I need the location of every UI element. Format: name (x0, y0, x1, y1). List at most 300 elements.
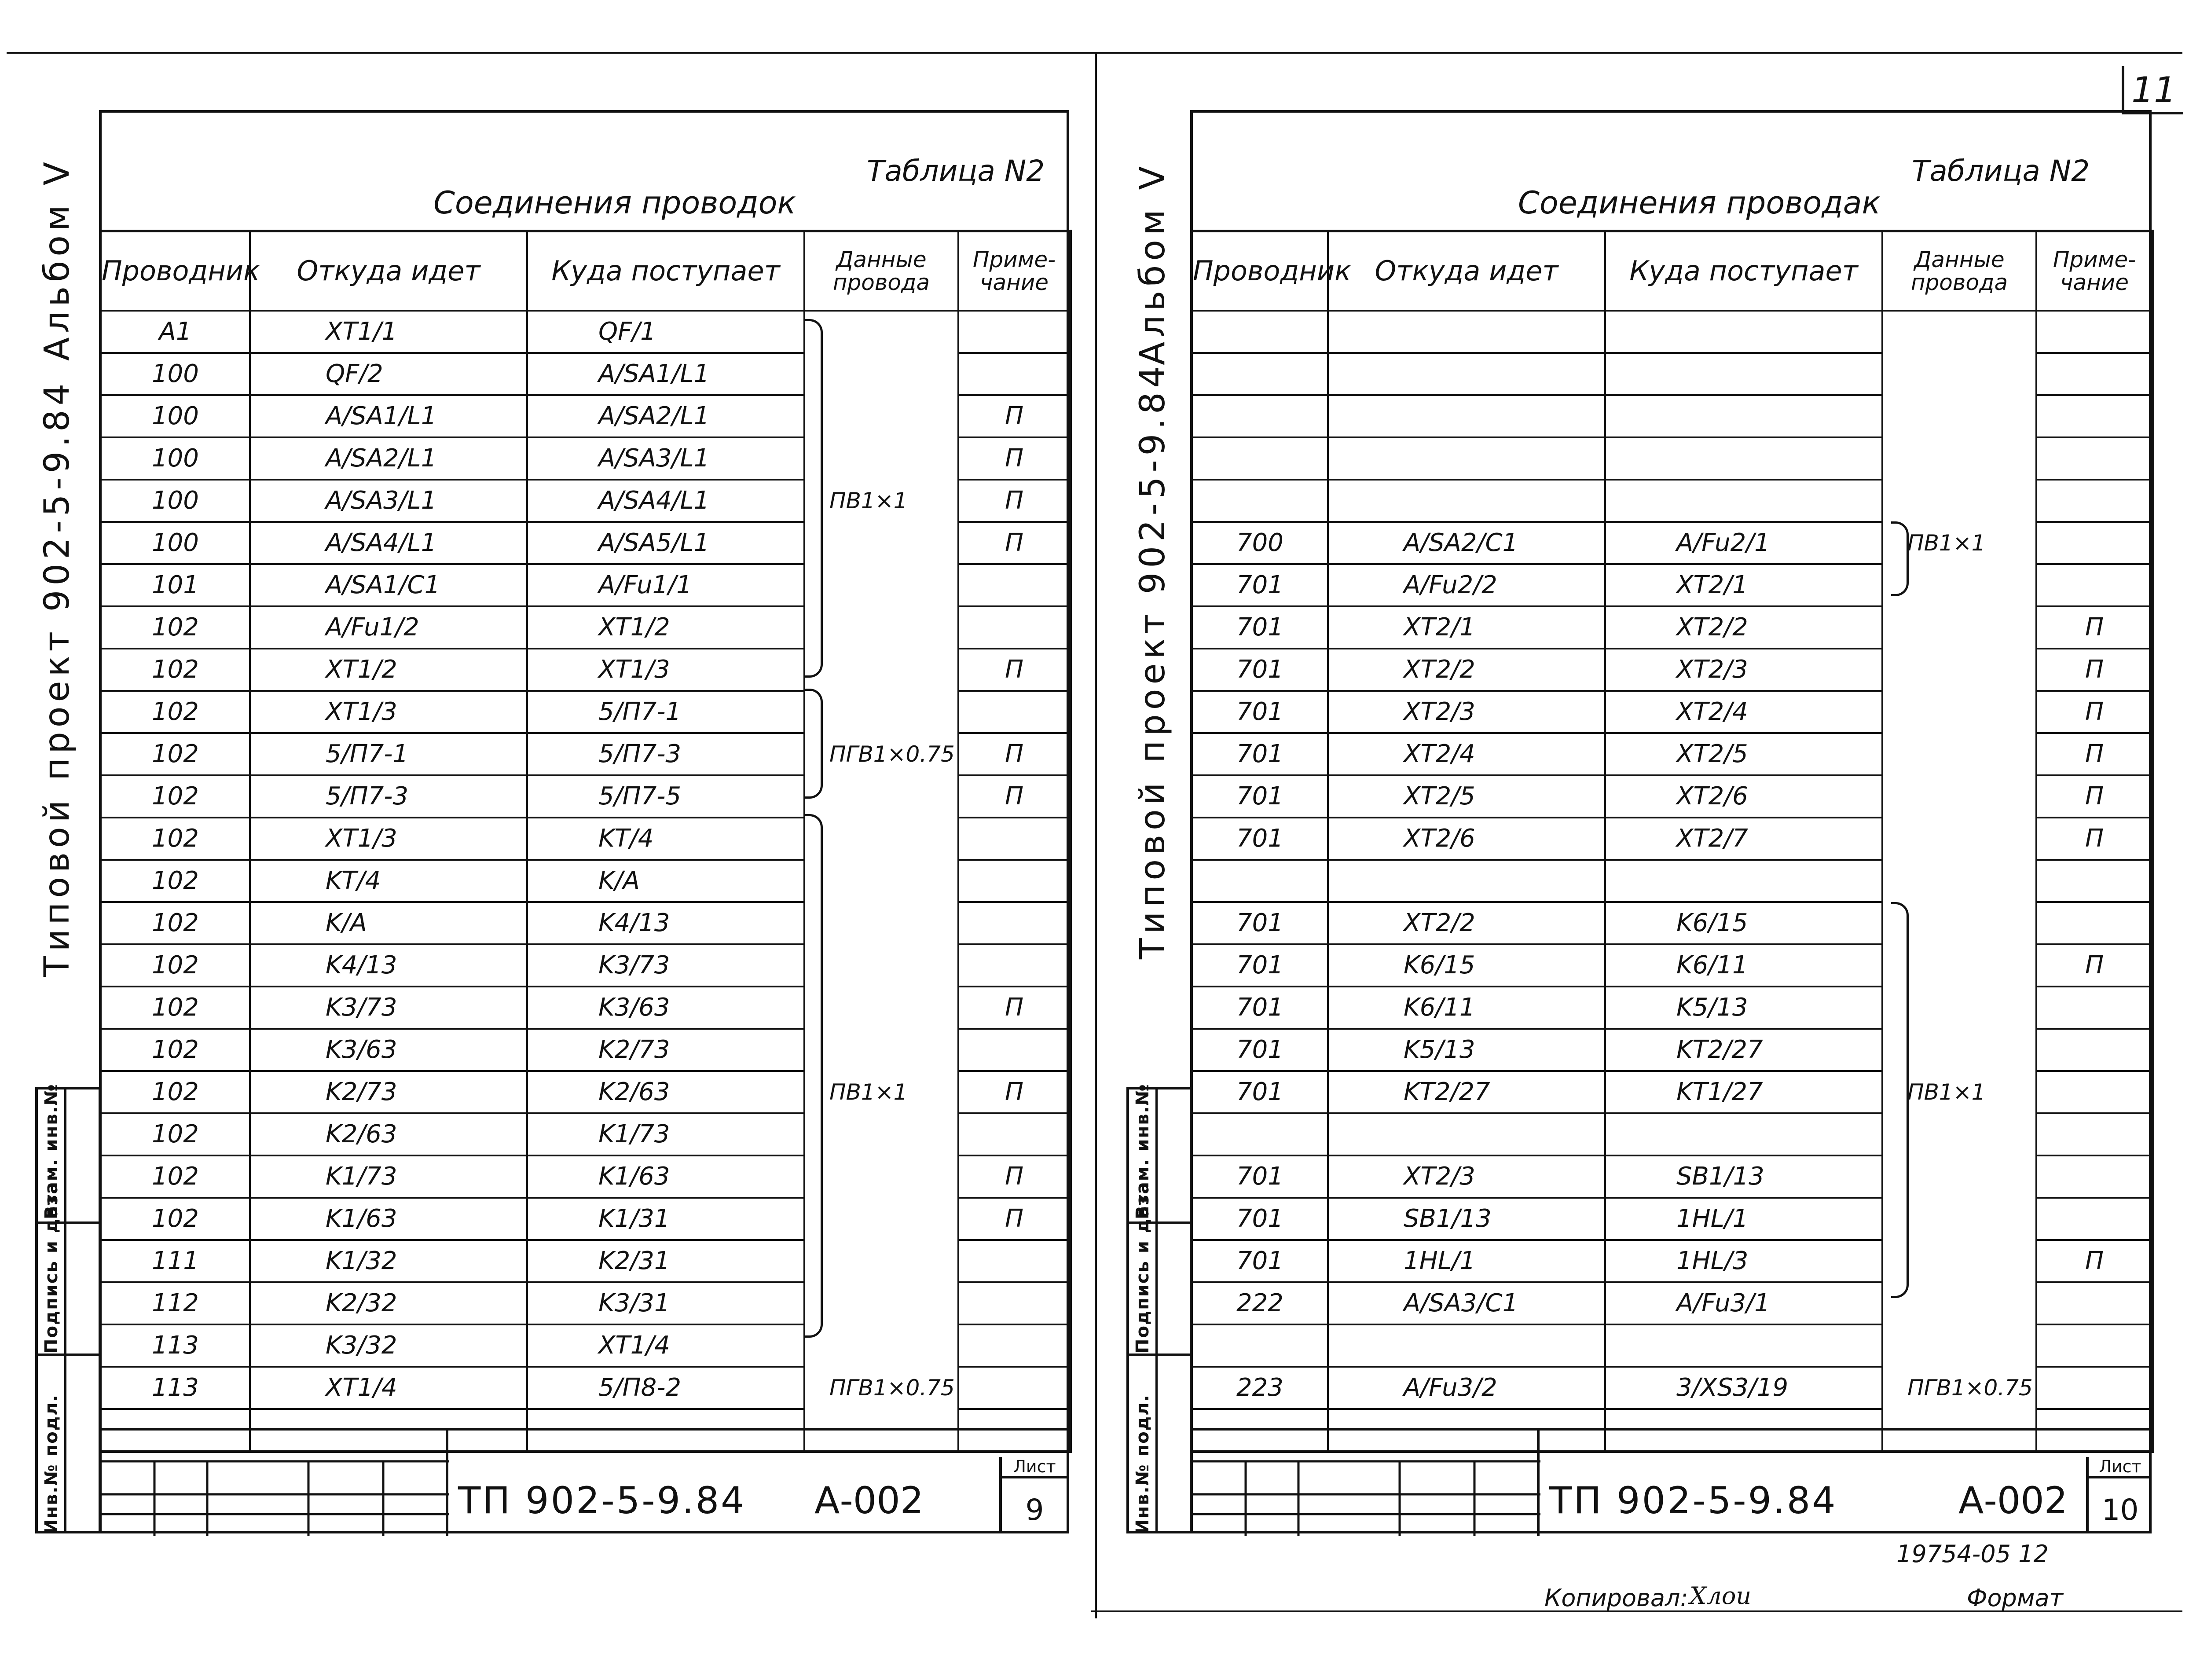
to-cell: K/A (527, 860, 804, 902)
note-cell: П (958, 1155, 1071, 1198)
from-cell: A/SA2/L1 (250, 437, 527, 480)
to-cell: 5/П7-5 (527, 775, 804, 818)
table-row (1192, 1198, 2153, 1240)
from-cell: XT2/1 (1328, 606, 1605, 649)
strip-label-replace-right: Взам. инв.№ (1133, 1083, 1153, 1219)
copied-label: Копировал: (1544, 1584, 1688, 1612)
wire-cell: 223 (1192, 1367, 1328, 1409)
table-row (1192, 1367, 2153, 1409)
right-header-note: Приме-чание (2036, 231, 2153, 311)
data-cell: ПГВ1×0.75 (804, 1367, 958, 1409)
from-cell: XT1/4 (250, 1367, 527, 1409)
to-cell (1605, 353, 1882, 395)
table-row (1192, 606, 2153, 649)
table-row (100, 775, 1071, 818)
from-cell: K5/13 (1328, 1029, 1605, 1071)
right-side-album: Альбом V (1133, 161, 1173, 365)
note-cell (958, 691, 1071, 733)
data-cell (1882, 606, 2036, 649)
from-cell: K1/73 (250, 1155, 527, 1198)
left-signature-strip (35, 1083, 101, 1534)
wire-cell (1192, 395, 1328, 437)
from-cell: XT2/2 (1328, 649, 1605, 691)
table-row (1192, 775, 2153, 818)
note-cell (2036, 564, 2153, 606)
to-cell: KT1/27 (1605, 1071, 1882, 1113)
to-cell: XT2/3 (1605, 649, 1882, 691)
table-row (100, 1198, 1071, 1240)
to-cell: SB1/13 (1605, 1155, 1882, 1198)
note-cell (2036, 1367, 2153, 1409)
right-list-number: 10 (2101, 1493, 2139, 1527)
from-cell: A/SA1/L1 (250, 395, 527, 437)
data-cell (1882, 818, 2036, 860)
note-cell (958, 1029, 1071, 1071)
right-stamp-grid (1193, 1431, 1540, 1536)
wire-cell: 102 (100, 818, 250, 860)
to-cell: 1HL/3 (1605, 1240, 1882, 1282)
from-cell: K1/63 (250, 1198, 527, 1240)
note-cell (2036, 311, 2153, 353)
note-cell (2036, 1113, 2153, 1155)
right-title-block (1190, 1428, 2152, 1533)
to-cell: XT1/2 (527, 606, 804, 649)
table-row (100, 395, 1071, 437)
wire-cell: 701 (1192, 564, 1328, 606)
data-cell (804, 395, 958, 437)
left-header-note: Приме-чание (958, 231, 1071, 311)
from-cell (1328, 353, 1605, 395)
to-cell: QF/1 (527, 311, 804, 353)
to-cell: K6/11 (1605, 944, 1882, 987)
from-cell (1328, 395, 1605, 437)
wire-cell: 102 (100, 733, 250, 775)
left-table-title: Соединения проводок (433, 185, 796, 221)
data-cell (804, 437, 958, 480)
note-cell (2036, 1324, 2153, 1367)
right-table-title: Соединения проводак (1518, 185, 1881, 221)
data-cell (804, 691, 958, 733)
wire-cell: 102 (100, 691, 250, 733)
wire-cell: 102 (100, 1113, 250, 1155)
from-cell: XT2/6 (1328, 818, 1605, 860)
data-cell (804, 311, 958, 353)
from-cell: K4/13 (250, 944, 527, 987)
data-cell: ПВ1×1 (1882, 1071, 2036, 1113)
table-row (1192, 733, 2153, 775)
wire-cell: 111 (100, 1240, 250, 1282)
to-cell: K3/63 (527, 987, 804, 1029)
wire-cell: 701 (1192, 775, 1328, 818)
table-row (100, 437, 1071, 480)
from-cell: 5/П7-3 (250, 775, 527, 818)
wire-cell: A1 (100, 311, 250, 353)
note-cell (958, 311, 1071, 353)
from-cell: A/Fu1/2 (250, 606, 527, 649)
note-cell: П (958, 733, 1071, 775)
note-cell: П (2036, 818, 2153, 860)
right-side-project: Типовой проект 902-5-9.84 (1133, 361, 1173, 959)
to-cell (1605, 860, 1882, 902)
table-row (100, 691, 1071, 733)
to-cell: A/Fu2/1 (1605, 522, 1882, 564)
note-cell: П (2036, 775, 2153, 818)
data-cell (804, 860, 958, 902)
wire-cell: 100 (100, 480, 250, 522)
wire-cell (1192, 1324, 1328, 1367)
data-cell (804, 944, 958, 987)
table-row (100, 649, 1071, 691)
data-cell: ПГВ1×0.75 (1882, 1367, 2036, 1409)
wire-cell: 701 (1192, 944, 1328, 987)
strip-label-sign-right: Подпись и дата (1133, 1181, 1153, 1354)
table-row (1192, 1071, 2153, 1113)
from-cell (1328, 860, 1605, 902)
wire-cell: 100 (100, 522, 250, 564)
to-cell: K2/63 (527, 1071, 804, 1113)
data-cell (1882, 395, 2036, 437)
wire-cell (1192, 353, 1328, 395)
table-row (100, 860, 1071, 902)
table-row (100, 1071, 1071, 1113)
from-cell: XT2/3 (1328, 1155, 1605, 1198)
right-brace-2 (1891, 902, 1909, 1298)
to-cell: KT2/27 (1605, 1029, 1882, 1071)
left-brace-3 (805, 814, 823, 1338)
wire-cell (1192, 311, 1328, 353)
wire-cell: 100 (100, 353, 250, 395)
to-cell: A/Fu1/1 (527, 564, 804, 606)
wire-cell (1192, 437, 1328, 480)
wire-cell: 701 (1192, 818, 1328, 860)
note-cell (958, 902, 1071, 944)
note-cell: П (958, 395, 1071, 437)
table-row (1192, 564, 2153, 606)
table-row (1192, 649, 2153, 691)
wire-cell: 701 (1192, 1198, 1328, 1240)
wire-cell: 701 (1192, 902, 1328, 944)
right-header-wire: Проводник (1192, 231, 1328, 311)
data-cell (1882, 775, 2036, 818)
wire-cell (1192, 1113, 1328, 1155)
note-cell (2036, 1198, 2153, 1240)
wire-cell: 701 (1192, 1155, 1328, 1198)
left-connections-table (99, 230, 1072, 1453)
note-cell (958, 606, 1071, 649)
table-row (1192, 987, 2153, 1029)
wire-cell: 102 (100, 987, 250, 1029)
wire-cell: 701 (1192, 1071, 1328, 1113)
data-cell (804, 1240, 958, 1282)
note-cell: П (958, 522, 1071, 564)
from-cell (1328, 311, 1605, 353)
note-cell: П (958, 437, 1071, 480)
table-row (1192, 437, 2153, 480)
from-cell: SB1/13 (1328, 1198, 1605, 1240)
note-cell (2036, 860, 2153, 902)
from-cell: XT2/5 (1328, 775, 1605, 818)
data-cell (1882, 860, 2036, 902)
note-cell: П (958, 480, 1071, 522)
table-row (1192, 480, 2153, 522)
from-cell: XT2/2 (1328, 902, 1605, 944)
page-number-box (2122, 66, 2183, 114)
wire-cell: 102 (100, 775, 250, 818)
note-cell (958, 353, 1071, 395)
left-side-album: Альбом V (37, 157, 77, 361)
to-cell: 1HL/1 (1605, 1198, 1882, 1240)
from-cell: A/SA3/L1 (250, 480, 527, 522)
data-cell: ПВ1×1 (804, 480, 958, 522)
from-cell: A/SA2/C1 (1328, 522, 1605, 564)
table-row (100, 353, 1071, 395)
left-header-row (100, 231, 1071, 311)
left-side-project: Типовой проект 902-5-9.84 (37, 379, 77, 977)
data-cell (804, 1029, 958, 1071)
note-cell: П (2036, 606, 2153, 649)
to-cell (1605, 437, 1882, 480)
wire-cell (1192, 860, 1328, 902)
right-stamp-code: ТП 902-5-9.84 (1549, 1479, 1837, 1522)
wire-cell: 112 (100, 1282, 250, 1324)
table-row (100, 1282, 1071, 1324)
table-row (100, 733, 1071, 775)
left-table-label: Таблица N2 (867, 154, 1045, 188)
wire-cell: 701 (1192, 733, 1328, 775)
left-header-wire: Проводник (100, 231, 250, 311)
page-divider (1095, 52, 1097, 1618)
from-cell: KT2/27 (1328, 1071, 1605, 1113)
wire-cell: 102 (100, 902, 250, 944)
data-cell: ПВ1×1 (1882, 522, 2036, 564)
from-cell: XT1/3 (250, 818, 527, 860)
from-cell: K3/73 (250, 987, 527, 1029)
table-row (1192, 1029, 2153, 1071)
format-label: Формат (1967, 1584, 2064, 1612)
note-cell: П (958, 987, 1071, 1029)
note-cell (2036, 1029, 2153, 1071)
to-cell: XT2/4 (1605, 691, 1882, 733)
wire-cell: 102 (100, 944, 250, 987)
data-cell (804, 1324, 958, 1367)
to-cell: 3/XS3/19 (1605, 1367, 1882, 1409)
to-cell (1605, 480, 1882, 522)
data-cell (1882, 311, 2036, 353)
note-cell (2036, 1282, 2153, 1324)
note-cell (2036, 1071, 2153, 1113)
note-cell (2036, 353, 2153, 395)
data-cell (804, 1282, 958, 1324)
left-header-data: Данные провода (804, 231, 958, 311)
to-cell: K1/31 (527, 1198, 804, 1240)
left-brace-2 (805, 689, 823, 799)
table-row (1192, 1240, 2153, 1282)
data-cell (804, 606, 958, 649)
data-cell (804, 1113, 958, 1155)
from-cell: K6/15 (1328, 944, 1605, 987)
table-row (1192, 353, 2153, 395)
wire-cell: 701 (1192, 691, 1328, 733)
from-cell: A/Fu3/2 (1328, 1367, 1605, 1409)
from-cell: K2/32 (250, 1282, 527, 1324)
table-row (100, 564, 1071, 606)
table-row (100, 1155, 1071, 1198)
left-header-to: Куда поступает (527, 231, 804, 311)
to-cell: K3/73 (527, 944, 804, 987)
wire-cell: 102 (100, 606, 250, 649)
to-cell: A/SA4/L1 (527, 480, 804, 522)
note-cell (958, 1240, 1071, 1282)
note-cell: П (2036, 733, 2153, 775)
note-cell: П (2036, 1240, 2153, 1282)
wire-cell: 102 (100, 1198, 250, 1240)
table-row (100, 311, 1071, 353)
left-stamp-code: ТП 902-5-9.84 (458, 1479, 746, 1522)
table-row (1192, 860, 2153, 902)
table-row (1192, 1155, 2153, 1198)
from-cell: A/SA3/C1 (1328, 1282, 1605, 1324)
note-cell: П (958, 1198, 1071, 1240)
table-row (100, 902, 1071, 944)
from-cell (1328, 1324, 1605, 1367)
left-title-block (99, 1428, 1069, 1533)
from-cell: K2/63 (250, 1113, 527, 1155)
to-cell: XT2/2 (1605, 606, 1882, 649)
to-cell (1605, 1324, 1882, 1367)
table-row (1192, 1113, 2153, 1155)
from-cell: A/Fu2/2 (1328, 564, 1605, 606)
note-cell (2036, 902, 2153, 944)
wire-cell: 700 (1192, 522, 1328, 564)
to-cell: K3/31 (527, 1282, 804, 1324)
to-cell: XT2/6 (1605, 775, 1882, 818)
to-cell: K1/63 (527, 1155, 804, 1198)
to-cell: XT1/4 (527, 1324, 804, 1367)
note-cell (958, 860, 1071, 902)
left-list-box (999, 1457, 1067, 1533)
to-cell: KT/4 (527, 818, 804, 860)
to-cell: K6/15 (1605, 902, 1882, 944)
right-brace-1 (1891, 521, 1909, 596)
left-table-body (100, 311, 1071, 1452)
data-cell (804, 649, 958, 691)
from-cell: K2/73 (250, 1071, 527, 1113)
wire-cell: 102 (100, 860, 250, 902)
right-list-label: Лист (2089, 1457, 2152, 1478)
copied-sign: Хлои (1690, 1582, 1752, 1610)
note-cell (2036, 1155, 2153, 1198)
from-cell: XT2/4 (1328, 733, 1605, 775)
to-cell: A/SA5/L1 (527, 522, 804, 564)
data-cell (804, 1198, 958, 1240)
to-cell: K4/13 (527, 902, 804, 944)
left-stamp-grid (102, 1431, 449, 1536)
note-cell: П (2036, 691, 2153, 733)
table-row (100, 1240, 1071, 1282)
table-row (100, 1029, 1071, 1071)
table-row (1192, 944, 2153, 987)
table-row (100, 1113, 1071, 1155)
page-number: 11 (2131, 70, 2176, 110)
from-cell: K6/11 (1328, 987, 1605, 1029)
wire-cell: 100 (100, 395, 250, 437)
to-cell: A/SA1/L1 (527, 353, 804, 395)
from-cell: QF/2 (250, 353, 527, 395)
table-row (100, 606, 1071, 649)
wire-cell: 102 (100, 1155, 250, 1198)
to-cell: A/SA2/L1 (527, 395, 804, 437)
from-cell (1328, 480, 1605, 522)
data-cell (804, 987, 958, 1029)
data-cell (804, 902, 958, 944)
to-cell: K2/31 (527, 1240, 804, 1282)
table-row (100, 1367, 1071, 1409)
wire-cell: 100 (100, 437, 250, 480)
to-cell: A/Fu3/1 (1605, 1282, 1882, 1324)
table-row (1192, 395, 2153, 437)
table-row (1192, 1324, 2153, 1367)
wire-cell: 113 (100, 1324, 250, 1367)
right-table-body (1192, 311, 2153, 1452)
to-cell: A/SA3/L1 (527, 437, 804, 480)
from-cell: 1HL/1 (1328, 1240, 1605, 1282)
data-cell (804, 564, 958, 606)
data-cell (1882, 480, 2036, 522)
from-cell (1328, 437, 1605, 480)
archive-number: 19754-05 12 (1896, 1540, 2049, 1568)
data-cell (804, 353, 958, 395)
left-stamp-sheet: А-002 (814, 1479, 924, 1522)
to-cell: XT2/5 (1605, 733, 1882, 775)
right-header-row (1192, 231, 2153, 311)
data-cell (804, 775, 958, 818)
note-cell (958, 564, 1071, 606)
note-cell: П (958, 649, 1071, 691)
wire-cell: 701 (1192, 649, 1328, 691)
to-cell: 5/П8-2 (527, 1367, 804, 1409)
data-cell (804, 818, 958, 860)
note-cell (2036, 987, 2153, 1029)
note-cell (958, 1324, 1071, 1367)
table-row (100, 480, 1071, 522)
wire-cell: 701 (1192, 1029, 1328, 1071)
note-cell (958, 1113, 1071, 1155)
wire-cell: 701 (1192, 1240, 1328, 1282)
to-cell: XT2/1 (1605, 564, 1882, 606)
note-cell (958, 1282, 1071, 1324)
wire-cell: 101 (100, 564, 250, 606)
right-list-box (2086, 1457, 2152, 1533)
table-row (1192, 1282, 2153, 1324)
data-cell: ПВ1×1 (804, 1071, 958, 1113)
note-cell (2036, 437, 2153, 480)
note-cell (958, 818, 1071, 860)
right-table-label: Таблица N2 (1912, 154, 2090, 188)
right-header-data: Данные провода (1882, 231, 2036, 311)
to-cell (1605, 395, 1882, 437)
table-row (100, 818, 1071, 860)
strip-label-replace: Взам. инв.№ (41, 1083, 62, 1219)
table-row (1192, 311, 2153, 353)
right-stamp-sheet: А-002 (1958, 1479, 2068, 1522)
from-cell: XT1/2 (250, 649, 527, 691)
from-cell: K/A (250, 902, 527, 944)
table-row (1192, 818, 2153, 860)
data-cell: ПГВ1×0.75 (804, 733, 958, 775)
to-cell: XT1/3 (527, 649, 804, 691)
strip-label-inv: Инв.№ подл. (41, 1394, 62, 1534)
to-cell: K5/13 (1605, 987, 1882, 1029)
